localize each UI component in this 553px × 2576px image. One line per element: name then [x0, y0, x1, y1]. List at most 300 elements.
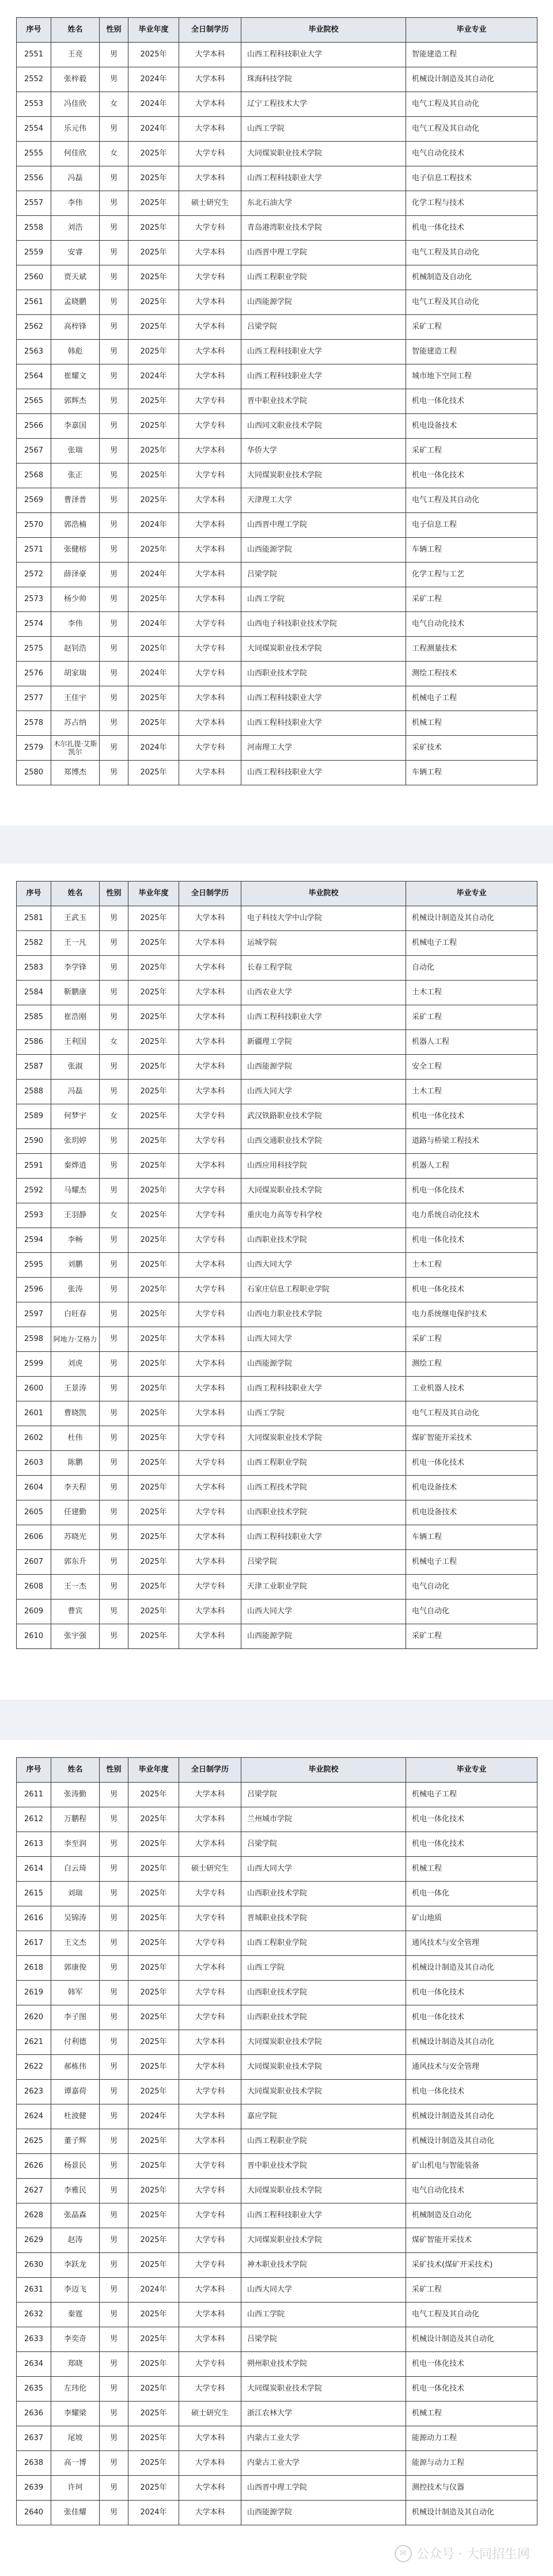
graduation-year: 2025年 — [128, 1931, 179, 1956]
table-row — [17, 662, 537, 686]
school-name: 山西工程科技职业大学 — [241, 2203, 406, 2228]
school-name: 兰州城市学院 — [241, 1807, 406, 1832]
education-level: 大学专科 — [179, 736, 241, 761]
row-no: 2603 — [17, 1451, 51, 1476]
table-row — [17, 414, 537, 439]
major-name: 电气工程及其自动化 — [406, 290, 537, 315]
student-name: 苏占纳 — [51, 711, 100, 736]
gender: 男 — [100, 2154, 128, 2179]
school-name: 大同煤炭职业技术学院 — [241, 2030, 406, 2055]
student-name: 李学锋 — [51, 956, 100, 981]
graduation-year: 2025年 — [128, 2253, 179, 2278]
graduation-year: 2025年 — [128, 463, 179, 488]
table-row — [17, 1783, 537, 1807]
school-name: 山西工程科技职业大学 — [241, 166, 406, 191]
education-level: 大学专科 — [179, 463, 241, 488]
gender: 男 — [100, 2451, 128, 2476]
table-row — [17, 1055, 537, 1080]
table-row — [17, 587, 537, 612]
school-name: 山西能源学院 — [241, 1352, 406, 1377]
table-row — [17, 1401, 537, 1426]
graduation-year: 2025年 — [128, 1906, 179, 1931]
panel-divider — [0, 1700, 553, 1740]
column-header-name: 姓名 — [51, 18, 100, 43]
column-header-school: 毕业院校 — [241, 882, 406, 906]
table-row — [17, 1005, 537, 1030]
school-name: 山西职业技术学院 — [241, 2005, 406, 2030]
row-no: 2621 — [17, 2030, 51, 2055]
school-name: 山西职业技术学院 — [241, 1228, 406, 1253]
gender: 男 — [100, 1352, 128, 1377]
table-row — [17, 43, 537, 67]
school-name: 山西电力职业技术学院 — [241, 1302, 406, 1327]
row-no: 2583 — [17, 956, 51, 981]
education-level: 大学专科 — [179, 1500, 241, 1525]
education-level: 大学本科 — [179, 43, 241, 67]
gender: 男 — [100, 1154, 128, 1179]
student-name: 韩军 — [51, 1981, 100, 2005]
column-header-gender: 性别 — [100, 882, 128, 906]
student-name: 郭东升 — [51, 1550, 100, 1575]
student-name: 郑晓 — [51, 2352, 100, 2377]
student-name: 曹晓凯 — [51, 1401, 100, 1426]
graduation-year: 2025年 — [128, 315, 179, 340]
education-level: 大学本科 — [179, 981, 241, 1005]
graduation-year: 2025年 — [128, 2352, 179, 2377]
table-row — [17, 1080, 537, 1104]
major-name: 机械设计制造及其自动化 — [406, 2104, 537, 2129]
row-no: 2566 — [17, 414, 51, 439]
student-name: 张梓毅 — [51, 67, 100, 92]
table-row — [17, 92, 537, 117]
school-name: 山西晋中理工学院 — [241, 513, 406, 538]
row-no: 2595 — [17, 1253, 51, 1278]
major-name: 电气工程及其自动化 — [406, 92, 537, 117]
major-name: 采矿技术 — [406, 736, 537, 761]
gender: 男 — [100, 1401, 128, 1426]
gender: 男 — [100, 2030, 128, 2055]
graduation-year: 2025年 — [128, 2303, 179, 2327]
major-name: 通风技术与安全管理 — [406, 1931, 537, 1956]
student-name: 刘鹏 — [51, 1253, 100, 1278]
education-level: 大学专科 — [179, 265, 241, 290]
row-no: 2631 — [17, 2278, 51, 2303]
school-name: 大同煤炭职业技术学院 — [241, 2228, 406, 2253]
student-name: 李伟 — [51, 612, 100, 637]
student-name: 张晶森 — [51, 2203, 100, 2228]
education-level: 大学专科 — [179, 1302, 241, 1327]
graduation-year: 2025年 — [128, 2080, 179, 2104]
row-no: 2597 — [17, 1302, 51, 1327]
major-name: 采矿工程 — [406, 2278, 537, 2303]
school-name: 辽宁工程技术大学 — [241, 92, 406, 117]
student-name: 苏晓光 — [51, 1525, 100, 1550]
school-name: 山西工学院 — [241, 587, 406, 612]
school-name: 吕梁学院 — [241, 1832, 406, 1857]
graduation-year: 2024年 — [128, 2278, 179, 2303]
graduation-year: 2025年 — [128, 1080, 179, 1104]
graduation-year: 2025年 — [128, 389, 179, 414]
graduation-year: 2025年 — [128, 265, 179, 290]
school-name: 武汉铁路职业技术学院 — [241, 1104, 406, 1129]
gender: 男 — [100, 2303, 128, 2327]
table-row — [17, 686, 537, 711]
row-no: 2575 — [17, 637, 51, 662]
table-row — [17, 191, 537, 216]
major-name: 安全工程 — [406, 1055, 537, 1080]
row-no: 2630 — [17, 2253, 51, 2278]
education-level: 大学本科 — [179, 931, 241, 956]
education-level: 大学本科 — [179, 1783, 241, 1807]
school-name: 山西能源学院 — [241, 1624, 406, 1649]
education-level: 大学专科 — [179, 142, 241, 166]
school-name: 山西工程科技职业大学 — [241, 340, 406, 364]
graduation-year: 2025年 — [128, 2030, 179, 2055]
student-name: 胡家瑞 — [51, 662, 100, 686]
graduation-year: 2025年 — [128, 587, 179, 612]
row-no: 2623 — [17, 2080, 51, 2104]
student-name: 王景涛 — [51, 1377, 100, 1401]
column-header-major: 毕业专业 — [406, 882, 537, 906]
major-name: 电子信息工程 — [406, 513, 537, 538]
student-name: 左玮伦 — [51, 2377, 100, 2402]
education-level: 大学本科 — [179, 241, 241, 265]
graduation-year: 2025年 — [128, 142, 179, 166]
table-row — [17, 1030, 537, 1055]
education-level: 大学本科 — [179, 2501, 241, 2525]
gender: 女 — [100, 92, 128, 117]
row-no: 2590 — [17, 1129, 51, 1154]
education-level: 大学专科 — [179, 2179, 241, 2203]
student-name: 张健榕 — [51, 538, 100, 563]
student-name: 张涛勤 — [51, 1783, 100, 1807]
gender: 男 — [100, 463, 128, 488]
table-row — [17, 1203, 537, 1228]
student-name: 高一博 — [51, 2451, 100, 2476]
table-row — [17, 117, 537, 142]
major-name: 工程测量技术 — [406, 637, 537, 662]
gender: 男 — [100, 2377, 128, 2402]
table-row — [17, 981, 537, 1005]
gender: 男 — [100, 1055, 128, 1080]
school-name: 山西应用科技学院 — [241, 1154, 406, 1179]
education-level: 大学本科 — [179, 2104, 241, 2129]
school-name: 吕梁学院 — [241, 1550, 406, 1575]
student-name: 王利国 — [51, 1030, 100, 1055]
graduation-year: 2025年 — [128, 1832, 179, 1857]
gender: 男 — [100, 439, 128, 463]
graduation-year: 2025年 — [128, 2055, 179, 2080]
education-level: 大学本科 — [179, 439, 241, 463]
row-no: 2557 — [17, 191, 51, 216]
table-row — [17, 906, 537, 931]
row-no: 2622 — [17, 2055, 51, 2080]
student-name: 刘浩 — [51, 216, 100, 241]
gender: 男 — [100, 637, 128, 662]
school-name: 东北石油大学 — [241, 191, 406, 216]
graduation-year: 2025年 — [128, 711, 179, 736]
education-level: 大学专科 — [179, 2154, 241, 2179]
student-name: 李迈飞 — [51, 2278, 100, 2303]
school-name: 山西能源学院 — [241, 1055, 406, 1080]
school-name: 大同煤炭职业技术学院 — [241, 2055, 406, 2080]
gender: 男 — [100, 1550, 128, 1575]
student-name: 木尔扎提·艾斯凯尔 — [51, 736, 100, 761]
major-name: 机械设计制造及其自动化 — [406, 2327, 537, 2352]
student-name: 阿地力·艾格力 — [51, 1327, 100, 1352]
gender: 男 — [100, 2203, 128, 2228]
education-level: 大学本科 — [179, 1030, 241, 1055]
school-name: 吕梁学院 — [241, 1783, 406, 1807]
major-name: 道路与桥梁工程技术 — [406, 1129, 537, 1154]
student-name: 杜波健 — [51, 2104, 100, 2129]
education-level: 硕士研究生 — [179, 1857, 241, 1882]
graduation-year: 2025年 — [128, 1228, 179, 1253]
major-name: 土木工程 — [406, 1253, 537, 1278]
school-name: 大同煤炭职业技术学院 — [241, 2179, 406, 2203]
graduation-year: 2024年 — [128, 92, 179, 117]
major-name: 机械制造及自动化 — [406, 2203, 537, 2228]
gender: 男 — [100, 736, 128, 761]
graduation-year: 2025年 — [128, 637, 179, 662]
school-name: 河南理工大学 — [241, 736, 406, 761]
row-no: 2571 — [17, 538, 51, 563]
school-name: 内蒙古工业大学 — [241, 2426, 406, 2451]
major-name: 城市地下空间工程 — [406, 364, 537, 389]
student-name: 王佳宇 — [51, 686, 100, 711]
table-row — [17, 538, 537, 563]
gender: 男 — [100, 662, 128, 686]
education-level: 大学专科 — [179, 1981, 241, 2005]
education-level: 大学本科 — [179, 340, 241, 364]
table-row — [17, 1807, 537, 1832]
gender: 男 — [100, 711, 128, 736]
row-no: 2599 — [17, 1352, 51, 1377]
graduation-year: 2025年 — [128, 1525, 179, 1550]
major-name: 机械电子工程 — [406, 1783, 537, 1807]
graduation-year: 2025年 — [128, 2377, 179, 2402]
gender: 男 — [100, 1956, 128, 1981]
student-name: 靳鹏康 — [51, 981, 100, 1005]
school-name: 嘉应学院 — [241, 2104, 406, 2129]
row-no: 2637 — [17, 2426, 51, 2451]
education-level: 大学本科 — [179, 2476, 241, 2501]
major-name: 电气工程及其自动化 — [406, 117, 537, 142]
column-header-major: 毕业专业 — [406, 1758, 537, 1783]
gender: 男 — [100, 2278, 128, 2303]
school-name: 运城学院 — [241, 931, 406, 956]
major-name: 机械设计制造及其自动化 — [406, 2501, 537, 2525]
school-name: 山西工学院 — [241, 117, 406, 142]
education-level: 大学专科 — [179, 1426, 241, 1451]
graduation-year: 2025年 — [128, 2402, 179, 2426]
major-name: 矿山机电与智能装备 — [406, 2154, 537, 2179]
major-name: 电气自动化 — [406, 1575, 537, 1599]
school-name: 大同煤炭职业技术学院 — [241, 463, 406, 488]
row-no: 2613 — [17, 1832, 51, 1857]
student-name: 万鹏程 — [51, 1807, 100, 1832]
education-level: 大学专科 — [179, 1203, 241, 1228]
graduation-year: 2025年 — [128, 290, 179, 315]
gender: 男 — [100, 1857, 128, 1882]
row-no: 2625 — [17, 2129, 51, 2154]
gender: 男 — [100, 1624, 128, 1649]
row-no: 2589 — [17, 1104, 51, 1129]
graduation-year: 2025年 — [128, 981, 179, 1005]
column-header-major: 毕业专业 — [406, 18, 537, 43]
school-name: 山西大同大学 — [241, 1327, 406, 1352]
gender: 男 — [100, 1426, 128, 1451]
student-name: 王羽静 — [51, 1203, 100, 1228]
table-row — [17, 439, 537, 463]
row-no: 2596 — [17, 1278, 51, 1302]
education-level: 大学本科 — [179, 686, 241, 711]
graduation-year: 2025年 — [128, 1154, 179, 1179]
row-no: 2604 — [17, 1476, 51, 1500]
student-name: 郭康俊 — [51, 1956, 100, 1981]
education-level: 大学专科 — [179, 1129, 241, 1154]
major-name: 采矿工程 — [406, 587, 537, 612]
student-name: 杨景民 — [51, 2154, 100, 2179]
graduation-year: 2024年 — [128, 2501, 179, 2525]
graduation-year: 2025年 — [128, 538, 179, 563]
row-no: 2592 — [17, 1179, 51, 1203]
major-name: 机电一体化技术 — [406, 1228, 537, 1253]
school-name: 朔州职业技术学院 — [241, 2352, 406, 2377]
education-level: 大学专科 — [179, 2352, 241, 2377]
roster-panel-2 — [0, 864, 553, 1700]
graduation-year: 2024年 — [128, 117, 179, 142]
table-row — [17, 931, 537, 956]
school-name: 吕梁学院 — [241, 315, 406, 340]
education-level: 大学专科 — [179, 2377, 241, 2402]
graduation-year: 2024年 — [128, 513, 179, 538]
table-row — [17, 1857, 537, 1882]
major-name: 机械制造及自动化 — [406, 265, 537, 290]
gender: 男 — [100, 2129, 128, 2154]
school-name: 华侨大学 — [241, 439, 406, 463]
table-row — [17, 488, 537, 513]
student-name: 王一杰 — [51, 1575, 100, 1599]
major-name: 机电一体化技术 — [406, 463, 537, 488]
major-name: 土木工程 — [406, 981, 537, 1005]
gender: 男 — [100, 2501, 128, 2525]
student-name: 赵钊浩 — [51, 637, 100, 662]
graduation-year: 2025年 — [128, 1500, 179, 1525]
major-name: 采矿工程 — [406, 1624, 537, 1649]
column-header-no: 序号 — [17, 1758, 51, 1783]
major-name: 通风技术与安全管理 — [406, 2055, 537, 2080]
graduation-year: 2025年 — [128, 686, 179, 711]
gender: 男 — [100, 2253, 128, 2278]
major-name: 采矿工程 — [406, 439, 537, 463]
student-name: 郭辉杰 — [51, 389, 100, 414]
watermark — [395, 2544, 530, 2562]
column-header-edu: 全日制学历 — [179, 18, 241, 43]
row-no: 2632 — [17, 2303, 51, 2327]
education-level: 大学本科 — [179, 2327, 241, 2352]
table-row — [17, 1550, 537, 1575]
education-level: 大学本科 — [179, 1525, 241, 1550]
roster-panel-1 — [0, 0, 553, 826]
table-row — [17, 2303, 537, 2327]
table-row — [17, 2154, 537, 2179]
education-level: 大学本科 — [179, 1832, 241, 1857]
row-no: 2572 — [17, 563, 51, 587]
graduation-year: 2025年 — [128, 1426, 179, 1451]
gender: 男 — [100, 761, 128, 785]
table-row — [17, 2278, 537, 2303]
gender: 男 — [100, 1080, 128, 1104]
graduation-year: 2024年 — [128, 67, 179, 92]
student-name: 安睿 — [51, 241, 100, 265]
school-name: 石家庄信息工程职业学院 — [241, 1278, 406, 1302]
major-name: 机械设计制造及其自动化 — [406, 2129, 537, 2154]
table-row — [17, 463, 537, 488]
row-no: 2585 — [17, 1005, 51, 1030]
major-name: 机械电子工程 — [406, 1550, 537, 1575]
table-row — [17, 2055, 537, 2080]
major-name: 机电一体化技术 — [406, 2352, 537, 2377]
gender: 男 — [100, 2426, 128, 2451]
row-no: 2593 — [17, 1203, 51, 1228]
student-name: 高梓锋 — [51, 315, 100, 340]
major-name: 机电设备技术 — [406, 1476, 537, 1500]
graduation-year: 2025年 — [128, 216, 179, 241]
row-no: 2586 — [17, 1030, 51, 1055]
education-level: 大学本科 — [179, 117, 241, 142]
column-header-no: 序号 — [17, 18, 51, 43]
gender: 男 — [100, 981, 128, 1005]
gender: 男 — [100, 686, 128, 711]
major-name: 机械设计制造及其自动化 — [406, 67, 537, 92]
table-header-row — [17, 1758, 537, 1783]
major-name: 煤矿智能开采技术 — [406, 2228, 537, 2253]
gender: 男 — [100, 1005, 128, 1030]
education-level: 大学本科 — [179, 488, 241, 513]
school-name: 山西工程科技职业大学 — [241, 711, 406, 736]
row-no: 2560 — [17, 265, 51, 290]
table-row — [17, 761, 537, 785]
student-name: 任建勤 — [51, 1500, 100, 1525]
row-no: 2640 — [17, 2501, 51, 2525]
school-name: 山西农业大学 — [241, 981, 406, 1005]
education-level: 大学本科 — [179, 1599, 241, 1624]
school-name: 浙江农林大学 — [241, 2402, 406, 2426]
gender: 男 — [100, 1302, 128, 1327]
major-name: 电气自动化技术 — [406, 2179, 537, 2203]
school-name: 晋城职业技术学院 — [241, 1906, 406, 1931]
table-row — [17, 2377, 537, 2402]
education-level: 大学本科 — [179, 1327, 241, 1352]
gender: 男 — [100, 2005, 128, 2030]
education-level: 大学专科 — [179, 2203, 241, 2228]
student-name: 张佳耀 — [51, 2501, 100, 2525]
graduation-year: 2025年 — [128, 2327, 179, 2352]
major-name: 土木工程 — [406, 1080, 537, 1104]
gender: 男 — [100, 956, 128, 981]
graduation-year: 2024年 — [128, 2104, 179, 2129]
row-no: 2616 — [17, 1906, 51, 1931]
graduation-year: 2025年 — [128, 1104, 179, 1129]
table-row — [17, 1981, 537, 2005]
panel-divider — [0, 826, 553, 864]
major-name: 测控技术与仪器 — [406, 2476, 537, 2501]
student-name: 杨少帅 — [51, 587, 100, 612]
major-name: 电子信息工程技术 — [406, 166, 537, 191]
table-row — [17, 1179, 537, 1203]
column-header-gender: 性别 — [100, 1758, 128, 1783]
